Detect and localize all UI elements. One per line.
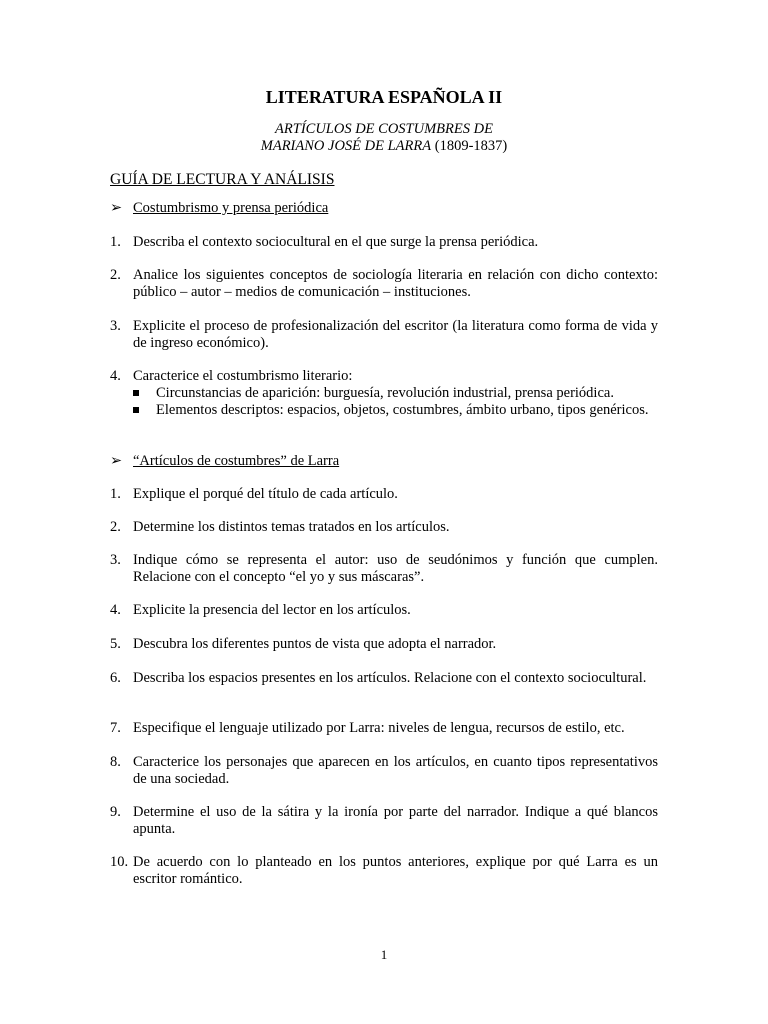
item-text: Describa los espacios presentes en los artículos. Relacione con el contexto sociocultural.: [133, 670, 647, 686]
page-number: 1: [380, 947, 388, 962]
sub-list-item: [133, 402, 658, 419]
item-number: 2.: [110, 519, 121, 535]
square-bullet-icon: [133, 390, 139, 396]
list-item: [110, 486, 658, 503]
list-item: [110, 368, 658, 419]
list-item: [110, 234, 658, 251]
author-dates: (1809-1837): [431, 138, 508, 154]
item-number: 7.: [110, 720, 121, 736]
document-subtitle: [110, 121, 658, 155]
item-text: Determine los distintos temas tratados en los artículos.: [133, 519, 450, 535]
list-item: [110, 754, 658, 788]
item-text: Caracterice el costumbrismo literario:: [133, 368, 353, 384]
section-2-title: “Artículos de costumbres” de Larra: [133, 453, 340, 469]
item-number: 4.: [110, 368, 121, 384]
list-item: [110, 318, 658, 352]
item-number: 4.: [110, 602, 121, 618]
list-item: [110, 602, 658, 619]
sub-item-text: Circunstancias de aparición: burguesía, revolución industrial, prensa periódica.: [156, 385, 614, 401]
item-text: Explicite la presencia del lector en los artículos.: [133, 602, 411, 618]
section-heading-1: [110, 200, 328, 217]
item-number: 9.: [110, 804, 121, 820]
item-text: De acuerdo con lo planteado en los puntos anteriores, explique por qué Larra es un escritor romántico.: [133, 854, 658, 887]
author-name: MARIANO JOSÉ DE LARRA: [260, 138, 432, 154]
item-text: Indique cómo se representa el autor: uso de seudónimos y función que cumplen. Relacione con el concepto “el yo y sus máscaras”.: [133, 552, 658, 585]
item-number: 5.: [110, 636, 121, 652]
list-item: [110, 670, 658, 687]
item-text: Especifique el lenguaje utilizado por Larra: niveles de lengua, recursos de estilo, etc.: [133, 720, 625, 736]
item-number: 3.: [110, 552, 121, 568]
item-text: Describa el contexto sociocultural en el que surge la prensa periódica.: [133, 234, 539, 250]
item-number: 1.: [110, 486, 121, 502]
section-1-title: Costumbrismo y prensa periódica: [133, 200, 329, 216]
list-item: [110, 636, 658, 653]
item-text: Caracterice los personajes que aparecen en los artículos, en cuanto tipos representativos de una sociedad.: [133, 754, 658, 787]
sub-item-text: Elementos descriptos: espacios, objetos, costumbres, ámbito urbano, tipos genéricos.: [156, 402, 649, 418]
item-number: 1.: [110, 234, 121, 250]
item-text: Explicite el proceso de profesionalización del escritor (la literatura como forma de vida y de ingreso económico).: [133, 318, 658, 351]
item-text: Determine el uso de la sátira y la ironía por parte del narrador. Indique a qué blancos apunta.: [133, 804, 658, 837]
item-text: Analice los siguientes conceptos de sociología literaria en relación con dicho contexto: público – autor – medios de comunicación – instituciones.: [133, 267, 658, 300]
item-number: 3.: [110, 318, 121, 334]
subtitle-line-1: ARTÍCULOS DE COSTUMBRES DE: [275, 121, 493, 137]
arrow-bullet-icon: ➢: [110, 453, 123, 469]
square-bullet-icon: [133, 407, 139, 413]
document-title: LITERATURA ESPAÑOLA II: [265, 87, 503, 107]
sub-list-item: [133, 385, 658, 402]
item-number: 6.: [110, 670, 121, 686]
item-text: Explique el porqué del título de cada artículo.: [133, 486, 398, 502]
guide-heading: GUÍA DE LECTURA Y ANÁLISIS: [110, 171, 335, 188]
document-page: [110, 0, 658, 1024]
list-item: [110, 267, 658, 301]
item-text: Descubra los diferentes puntos de vista que adopta el narrador.: [133, 636, 497, 652]
list-item: [110, 720, 658, 737]
item-number: 2.: [110, 267, 121, 283]
list-item: [110, 552, 658, 586]
section-heading-2: [110, 453, 339, 470]
list-item: [110, 804, 658, 838]
subtitle-line-2: [110, 138, 658, 155]
list-item: [110, 854, 658, 888]
arrow-bullet-icon: ➢: [110, 200, 123, 216]
item-number: 8.: [110, 754, 121, 770]
list-item: [110, 519, 658, 536]
item-number: 10.: [110, 854, 129, 870]
